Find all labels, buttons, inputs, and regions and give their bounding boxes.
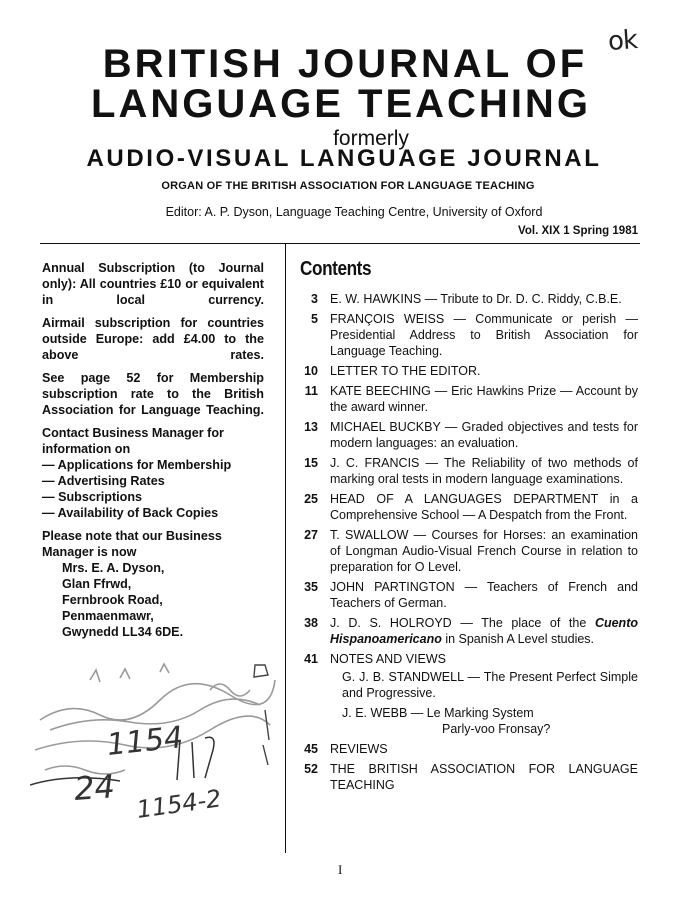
toc-entry-text: J. E. WEBB — Le Marking System [342,706,534,720]
contact-intro: Contact Business Manager for information on [42,426,224,456]
toc-page-number: 35 [304,580,318,594]
handwritten-ok-mark: ok [606,25,638,57]
contact-list [42,457,264,521]
toc-entry-text: FRANÇOIS WEISS — Communicate or perish — Presidential Address to British Association for Language Teaching. [330,312,638,358]
former-title: AUDIO-VISUAL LANGUAGE JOURNAL [86,145,602,172]
organ-line: ORGAN OF THE BRITISH ASSOCIATION FOR LANGUAGE TEACHING [161,180,535,192]
contents-heading: Contents [300,258,372,280]
toc-text-part: in Spanish A Level studies. [441,632,595,646]
toc-entry-text-continued: Parly-voo Fronsay? [442,722,551,736]
toc-sub-entry [330,669,638,701]
column-divider [285,243,286,853]
address-line: Glan Ffrwd, [62,577,132,591]
address-line: Fernbrook Road, [62,593,163,607]
toc-entry [298,615,638,647]
toc-page-number: 38 [304,616,318,630]
journal-title-line-1: BRITISH JOURNAL OF [102,42,588,86]
toc-entry-text: MICHAEL BUCKBY — Graded objectives and tests for modern languages: an evaluation. [330,420,638,450]
address-line: Mrs. E. A. Dyson, [62,561,165,575]
list-item: — Advertising Rates [42,474,165,488]
manager-note: Please note that our Business Manager is now [42,529,222,559]
toc-entry-text: JOHN PARTINGTON — Teachers of French and Teachers of German. [330,580,638,610]
toc-entry-text: HEAD OF A LANGUAGES DEPARTMENT in a Comprehensive School — A Despatch from the Front. [330,492,638,522]
toc-entry-text [330,615,638,647]
toc-entry-text: G. J. B. STANDWELL — The Present Perfect Simple and Progressive. [342,670,638,700]
journal-title-line-2: LANGUAGE TEACHING [91,82,591,126]
sidebar [42,260,264,640]
toc-entry [298,363,638,379]
toc-text-part: J. D. S. HOLROYD — The place of the [330,616,595,630]
subscription-note: Annual Subscription (to Journal only): All countries £10 or equivalent in local currency. [42,261,264,307]
toc-page-number: 27 [304,528,318,542]
membership-note: See page 52 for Membership subscription rate to the British Association for Language Teaching. [42,371,264,417]
toc-entry [298,383,638,415]
toc-page-number: 3 [311,292,318,306]
formerly-label: formerly [333,127,409,150]
library-mark-1154: 1154 [105,720,185,763]
page-number: I [338,862,343,877]
toc-entry-text: NOTES AND VIEWS [330,652,446,666]
toc-entry-text: REVIEWS [330,742,388,756]
toc-entry [298,527,638,575]
toc-entry-text: LETTER TO THE EDITOR. [330,364,481,378]
library-stamp [30,660,280,830]
toc-entry [298,761,638,793]
header-rule [40,243,640,244]
toc-page-number: 45 [304,742,318,756]
toc-page-number: 13 [304,420,318,434]
toc-entry-text: E. W. HAWKINS — Tribute to Dr. D. C. Riddy, C.B.E. [330,292,622,306]
address-line: Gwynedd LL34 6DE. [62,625,184,639]
library-mark-24: 24 [72,767,117,808]
toc-entry [298,491,638,523]
toc-entry [298,741,638,757]
editor-line: Editor: A. P. Dyson, Language Teaching Centre, University of Oxford [165,205,543,219]
toc-entry [298,579,638,611]
toc-entry [298,311,638,359]
toc-entry-text: KATE BEECHING — Eric Hawkins Prize — Account by the award winner. [330,384,638,414]
manager-address [42,560,264,640]
list-item: — Subscriptions [42,490,143,504]
toc-entry [298,455,638,487]
toc-entry-text: THE BRITISH ASSOCIATION FOR LANGUAGE TEACHING [330,762,638,792]
toc-entry [298,651,638,667]
toc-page-number: 15 [304,456,318,470]
airmail-note: Airmail subscription for countries outside Europe: add £4.00 to the above rates. [42,316,264,362]
toc-entry-text: J. C. FRANCIS — The Reliability of two methods of marking oral tests in modern language examinations. [330,456,638,486]
toc-page-number: 41 [304,652,318,666]
toc-entry [298,419,638,451]
faded-stamp-graphic [30,660,280,830]
address-line: Penmaenmawr, [62,609,154,623]
table-of-contents [298,291,638,797]
list-item: — Applications for Membership [42,458,232,472]
toc-page-number: 10 [304,364,318,378]
toc-page-number: 5 [311,312,318,326]
toc-entry [298,291,638,307]
toc-sub-entry [330,705,638,737]
toc-italic-title: Cuento Hispanoamericano [330,616,638,646]
volume-info: Vol. XIX 1 Spring 1981 [518,225,638,237]
toc-entry-text: T. SWALLOW — Courses for Horses: an examination of Longman Audio-Visual French Course in relation to preparation for O Level. [330,528,638,574]
toc-page-number: 11 [304,384,318,398]
toc-page-number: 52 [304,762,318,776]
library-mark-1154-2: 1154-2 [134,784,224,824]
toc-page-number: 25 [304,492,318,506]
list-item: — Availability of Back Copies [42,506,219,520]
